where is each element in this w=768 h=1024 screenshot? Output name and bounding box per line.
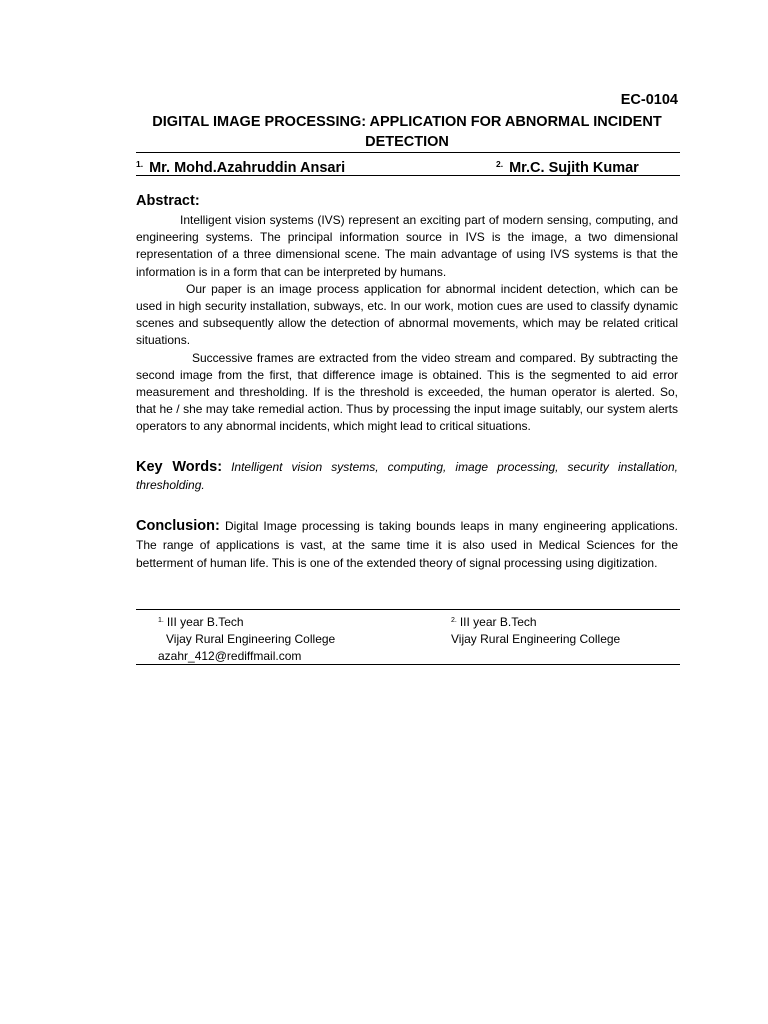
title-line-2: DETECTION <box>365 134 449 150</box>
abstract-paragraph-2: Our paper is an image process application for abnormal incident detection, which can be used in high security installation, subways, etc. In our work, motion cues are used to classify dynamic scenes and subsequently allow the detection of abnormal movements, which may be related critical situations. <box>136 281 678 348</box>
author-2-name: Mr.C. Sujith Kumar <box>509 160 639 176</box>
conclusion-label: Conclusion: <box>136 518 220 534</box>
author-2-marker: 2. <box>496 159 504 169</box>
title-line-1: DIGITAL IMAGE PROCESSING: APPLICATION FOR ABNORMAL INCIDENT <box>152 114 662 130</box>
footnote-2-marker: 2. <box>451 617 457 624</box>
author-2 <box>496 155 639 177</box>
conclusion-text: Digital Image processing is taking bounds leaps in many engineering applications. The range of applications is vast, at the same time it is also used in Medical Sciences for the betterment of human life. This is one of the extended theory of signal processing using digitization. <box>136 519 678 570</box>
keywords-text: Intelligent vision systems, computing, image processing, security installation, thresholding. <box>136 460 678 492</box>
footnote-rule-top <box>136 609 680 610</box>
abstract-paragraph-3: Successive frames are extracted from the video stream and compared. By subtracting the second image from the first, that difference image is obtained. This is the segmented to aid error measurement and thresholding. If is the threshold is exceeded, the human operator is alerted. So, that he / she may take remedial action. Thus by processing the input image suitably, our system alerts operators to any abnormal incidents, which might lead to critical situations. <box>136 350 678 434</box>
author-1-name: Mr. Mohd.Azahruddin Ansari <box>149 160 346 176</box>
footnote-2-year: III year B.Tech <box>459 615 537 629</box>
abstract-paragraph-1: Intelligent vision systems (IVS) represent an exciting part of modern sensing, computing, and engineering systems. The principal information source in IVS is the image, a two dimensional representation of a three dimensional scene. The main advantage of using IVS systems is that the information is in a form that can be interpreted by humans. <box>136 213 678 279</box>
keywords-label: Key Words: <box>136 459 223 475</box>
footnote-1-year: III year B.Tech <box>166 615 244 629</box>
author-rule <box>136 175 680 176</box>
keywords-section <box>136 458 678 494</box>
footnote-2-college: Vijay Rural Engineering College <box>451 632 621 646</box>
footnote-rule-bottom <box>136 664 680 665</box>
paper-title <box>136 112 678 152</box>
footnote-1-email: azahr_412@rediffmail.com <box>158 649 302 663</box>
footnote-1 <box>158 612 335 665</box>
footnote-1-college: Vijay Rural Engineering College <box>166 632 336 646</box>
abstract-body <box>136 212 678 436</box>
conclusion-section <box>136 517 678 573</box>
paper-code: EC-0104 <box>620 92 678 108</box>
abstract-heading: Abstract: <box>136 193 200 209</box>
author-1-marker: 1. <box>136 159 144 169</box>
footnote-2 <box>451 612 620 648</box>
footnote-1-marker: 1. <box>158 617 164 624</box>
title-rule <box>136 152 680 153</box>
author-1 <box>136 155 345 177</box>
